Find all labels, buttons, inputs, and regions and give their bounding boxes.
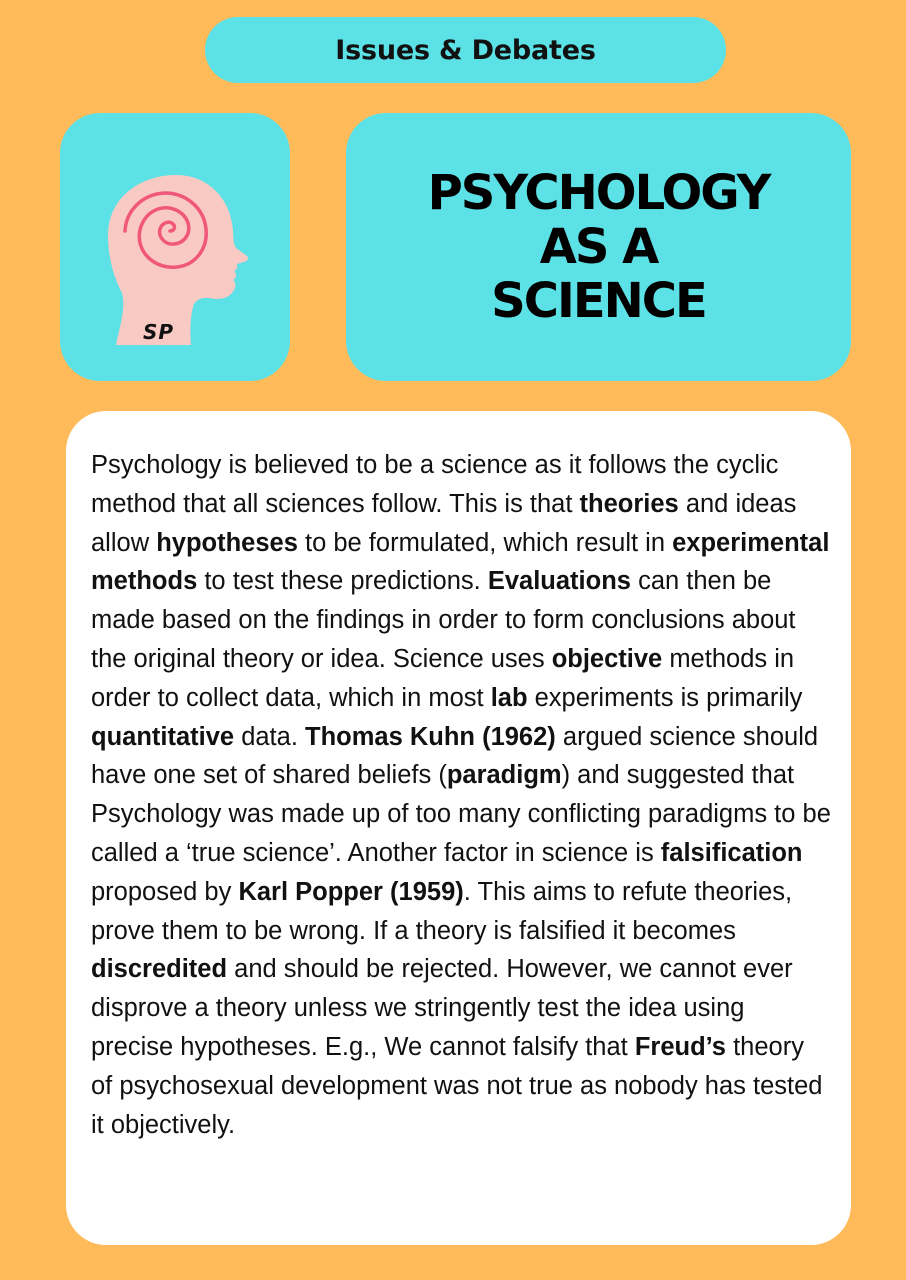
topic-badge [205, 17, 726, 83]
bold-term: Thomas Kuhn (1962) [305, 722, 556, 751]
topic-label: Issues & Debates [335, 34, 596, 66]
title-line-3: SCIENCE [491, 273, 706, 329]
bold-term: Karl Popper (1959) [238, 877, 464, 906]
body-text-segment: to test these predictions. [197, 567, 488, 596]
bold-term: lab [490, 683, 528, 712]
body-text-segment: argued science should have one set of shared beliefs ( [91, 722, 819, 790]
bold-term: Freud’s [634, 1032, 726, 1061]
body-text-segment: data. [234, 722, 305, 751]
logo-panel [60, 113, 290, 381]
title-panel [346, 113, 851, 381]
body-text-segment: to be formulated, which result in [297, 528, 673, 557]
bold-term: discredited [91, 955, 228, 984]
body-text-segment: can then be made based on the findings in order to form conclusions about the original theory or idea. Science uses [91, 567, 796, 673]
bold-term: experimental methods [91, 528, 830, 596]
bold-term: theories [579, 489, 679, 518]
body-text-segment: theory of psychosexual development was not true as nobody has tested it objectively. [91, 1032, 823, 1139]
logo-initials: SP [143, 320, 175, 344]
body-text-segment: proposed by [91, 877, 239, 906]
body-text-segment: . This aims to refute theories, prove them to be wrong. If a theory is falsified it becomes [91, 877, 793, 945]
content-card [66, 411, 851, 1245]
body-text-segment: methods in order to collect data, which in most [91, 644, 795, 712]
body-text-segment: Psychology is believed to be a science as it follows the cyclic method that all sciences follow. This is that [91, 451, 779, 518]
body-text-segment: ) and suggested that Psychology was made up of too many conflicting paradigms to be called a ‘true science’. Another factor in science is [91, 761, 831, 867]
title-line-2: AS A [539, 219, 658, 275]
body-text-segment: experiments is primarily [527, 683, 803, 712]
bold-term: falsification [660, 838, 803, 867]
bold-term: quantitative [91, 722, 235, 751]
head-silhouette [108, 175, 248, 345]
bold-term: hypotheses [156, 528, 298, 557]
bold-term: objective [551, 644, 663, 673]
title-line-1: PSYCHOLOGY [427, 165, 770, 221]
head-spiral-icon [60, 113, 290, 381]
bold-term: paradigm [446, 761, 562, 790]
body-text-segment: and should be rejected. However, we cannot ever disprove a theory unless we stringently test the idea using precise hypotheses. E.g., We cannot falsify that [91, 955, 793, 1061]
bold-term: Evaluations [487, 567, 631, 596]
body-paragraph [91, 446, 831, 1144]
body-text-segment: and ideas allow [91, 489, 797, 557]
